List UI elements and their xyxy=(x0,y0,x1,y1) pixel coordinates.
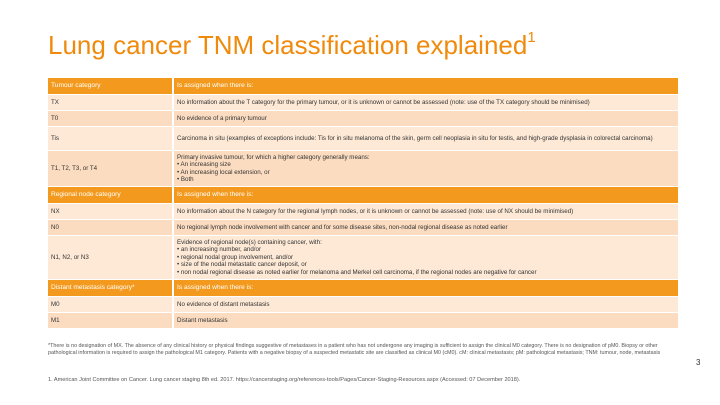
description-cell xyxy=(173,151,678,187)
category-cell: M1 xyxy=(48,313,173,329)
description-bullet: • an increasing number, and/or xyxy=(177,246,262,254)
page-number: 3 xyxy=(696,358,701,367)
distant-metastasis-header-row xyxy=(48,280,678,297)
description-bullet: • Both xyxy=(177,175,194,183)
table-row xyxy=(48,313,678,329)
description-bullet: • size of the nodal metastatic cancer deposit, or xyxy=(177,261,307,269)
description-bullet: • regional nodal group involvement, and/or xyxy=(177,253,294,261)
category-cell: M0 xyxy=(48,297,173,313)
tumour-assigned-header: Is assigned when there is: xyxy=(173,78,678,95)
description-cell: No regional lymph node involvement with cancer and for some disease sites, non-nodal regional disease as noted earlier xyxy=(173,220,678,236)
table-row xyxy=(48,95,678,111)
category-cell: T0 xyxy=(48,111,173,127)
regional-node-assigned-header: Is assigned when there is: xyxy=(173,187,678,204)
description-bullet: • non nodal regional disease as noted earlier for melanoma and Merkel cell carcinoma, if the regional nodes are negative for cancer xyxy=(177,268,537,276)
table-row xyxy=(48,204,678,220)
tumour-category-header: Tumour category xyxy=(48,78,173,95)
description-cell: No evidence of distant metastasis xyxy=(173,297,678,313)
distant-metastasis-assigned-header: Is assigned when there is: xyxy=(173,280,678,297)
description-cell: No information about the N category for the regional lymph nodes, or it is unknown or cannot be assessed (note: use of NX should be minimised) xyxy=(173,204,678,220)
table-row xyxy=(48,220,678,236)
description-cell: Distant metastasis xyxy=(173,313,678,329)
description-cell xyxy=(173,236,678,280)
description-cell: No evidence of a primary tumour xyxy=(173,111,678,127)
table-row xyxy=(48,111,678,127)
description-cell: Carcinoma in situ (examples of exceptions include: Tis for in situ melanoma of the skin, germ cell neoplasia in situ for testis, and high-grade dysplasia in colorectal carcinoma) xyxy=(173,127,678,151)
regional-node-header-row xyxy=(48,187,678,204)
footnote: *There is no designation of MX. The absence of any clinical history or physical findings suggestive of metastases in a patient who has not undergone any imaging is sufficient to assign the clinical M0 category. There is no designation of pM0. Biopsy or other pathological information is required to assign the pathological M1 category. Patients with a negative biopsy of a suspected metastatic site are classified as clinical M0 (cM0). cM: clinical metastasis; pM: pathological metastasis; TNM: tumour, node, metastasis xyxy=(48,343,661,357)
table-row xyxy=(48,151,678,187)
description-bullet: • An increasing local extension, or xyxy=(177,168,270,176)
regional-node-category-header: Regional node category xyxy=(48,187,173,204)
category-cell: NX xyxy=(48,204,173,220)
table-row xyxy=(48,127,678,151)
category-cell: N1, N2, or N3 xyxy=(48,236,173,280)
title-superscript: 1 xyxy=(527,29,536,47)
description-line: Evidence of regional node(s) containing cancer, with: xyxy=(177,238,322,246)
tumour-header-row xyxy=(48,78,678,95)
title-text: Lung cancer TNM classification explained xyxy=(48,30,528,60)
category-cell: N0 xyxy=(48,220,173,236)
distant-metastasis-category-header: Distant metastasis category* xyxy=(48,280,173,297)
category-cell: T1, T2, T3, or T4 xyxy=(48,151,173,187)
table-row xyxy=(48,236,678,280)
description-cell: No information about the T category for the primary tumour, or it is unknown or cannot be assessed (note: use of the TX category should be minimised) xyxy=(173,95,678,111)
category-cell: Tis xyxy=(48,127,173,151)
description-bullet: • An increasing size xyxy=(177,161,231,169)
reference: 1. American Joint Committee on Cancer. Lung cancer staging 8th ed. 2017. https://cancerstaging.org/references-tools/Pages/Cancer-Staging-Resources.aspx (Accessed: 07 December 2018). xyxy=(48,377,521,383)
description-line: Primary invasive tumour, for which a higher category generally means: xyxy=(177,153,370,161)
tnm-table xyxy=(48,78,678,329)
slide-title xyxy=(48,30,536,61)
category-cell: TX xyxy=(48,95,173,111)
table-row xyxy=(48,297,678,313)
